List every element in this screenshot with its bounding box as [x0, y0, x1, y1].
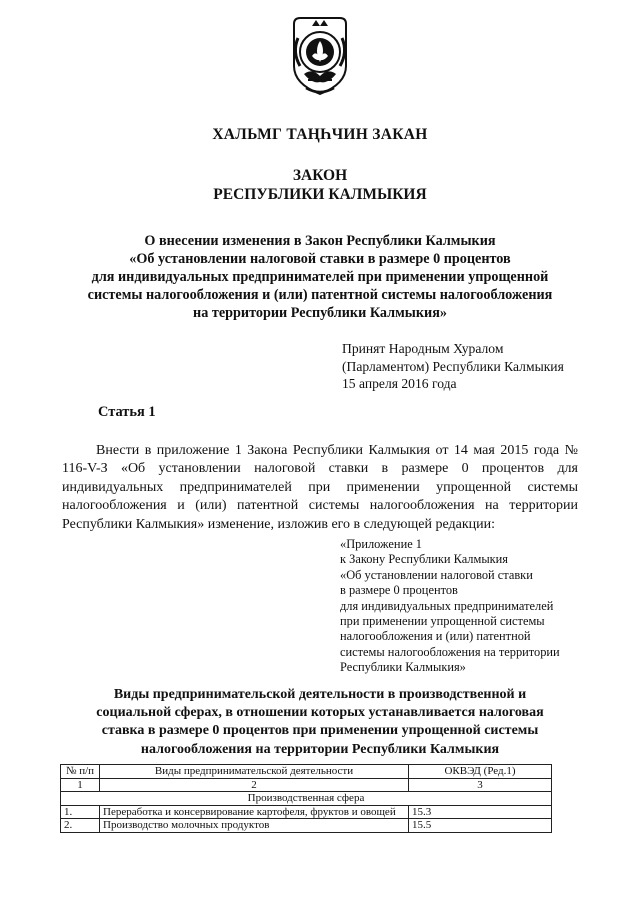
table-header-row: [61, 765, 552, 779]
title-line: системы налогообложения и (или) патентной системы налогообложения: [87, 287, 553, 303]
appendix-line: «Об установлении налоговой ставки: [340, 567, 533, 582]
section-title-line: ставка в размере 0 процентов при применении упрощенной системы: [101, 723, 539, 739]
table-numbering-row: [61, 778, 552, 792]
table-section-row: [61, 792, 552, 806]
article-text: Внести в приложение 1 Закона Республики Калмыкия от 14 мая 2015 года № 116-V-З «Об установлении налоговой ставки в размере 0 процентов для индивидуальных предпринимателей при применении упрощенной системы налогообложения и (или) патентной системы налогообложения на территории Республики Калмыкия» изменение, изложив его в следующей редакции:: [62, 443, 578, 532]
adoption-line: (Парламентом) Республики Калмыкия: [342, 358, 564, 374]
section-title-line: налогообложения на территории Республики Калмыкия: [140, 741, 500, 757]
emblem: [288, 14, 352, 100]
appendix-line: системы налогообложения на территории: [340, 644, 560, 659]
appendix-line: к Закону Республики Калмыкия: [340, 552, 508, 567]
title-line: О внесении изменения в Закон Республики Калмыкия: [144, 233, 496, 249]
section-title-line: Виды предпринимательской деятельности в производственной и: [113, 687, 527, 702]
column-number: 2: [100, 778, 409, 792]
appendix-note: [340, 537, 560, 676]
title-line: на территории Республики Калмыкия»: [193, 305, 447, 321]
kalmykia-emblem-icon: [288, 14, 352, 100]
column-number: 1: [61, 778, 100, 792]
row-activity: Переработка и консервирование картофеля, фруктов и овощей: [100, 805, 409, 819]
title-line: «Об установлении налоговой ставки в размере 0 процентов: [129, 251, 511, 267]
appendix-line: налогообложения и (или) патентной: [340, 629, 531, 644]
kalmyk-title: ХАЛЬМГ ТАҢҺЧИН ЗАКАН: [212, 126, 428, 143]
adoption-date: 15 апреля 2016 года: [342, 376, 457, 391]
document-title: [0, 232, 640, 322]
appendix-line: для индивидуальных предпринимателей: [340, 598, 554, 613]
section-title: [0, 686, 640, 759]
adoption-line: Принят Народным Хуралом: [342, 341, 504, 356]
activities-table: [60, 764, 552, 833]
column-number: 3: [409, 778, 552, 792]
article-heading: Статья 1: [98, 404, 156, 420]
appendix-line: при применении упрощенной системы: [340, 614, 545, 629]
law-title-line: РЕСПУБЛИКИ КАЛМЫКИЯ: [213, 186, 427, 203]
table-row: [61, 819, 552, 833]
column-header-number: № п/п: [61, 765, 100, 779]
appendix-line: в размере 0 процентов: [340, 583, 458, 598]
column-header-activity: Виды предпринимательской деятельности: [100, 765, 409, 779]
row-code: 15.5: [409, 819, 552, 833]
law-title: [0, 166, 640, 204]
column-header-okved: ОКВЭД (Ред.1): [409, 765, 552, 779]
section-label: Производственная сфера: [61, 792, 552, 806]
table-row: [61, 805, 552, 819]
appendix-line: «Приложение 1: [340, 537, 422, 551]
law-title-line: ЗАКОН: [292, 167, 348, 184]
row-number: 2.: [61, 819, 100, 833]
row-number: 1.: [61, 805, 100, 819]
adoption-note: [342, 340, 564, 393]
row-code: 15.3: [409, 805, 552, 819]
title-line: для индивидуальных предпринимателей при применении упрощенной: [91, 269, 549, 285]
appendix-line: Республики Калмыкия»: [340, 660, 466, 675]
section-title-line: социальной сферах, в отношении которых устанавливается налоговая: [96, 705, 544, 721]
row-activity: Производство молочных продуктов: [100, 819, 409, 833]
